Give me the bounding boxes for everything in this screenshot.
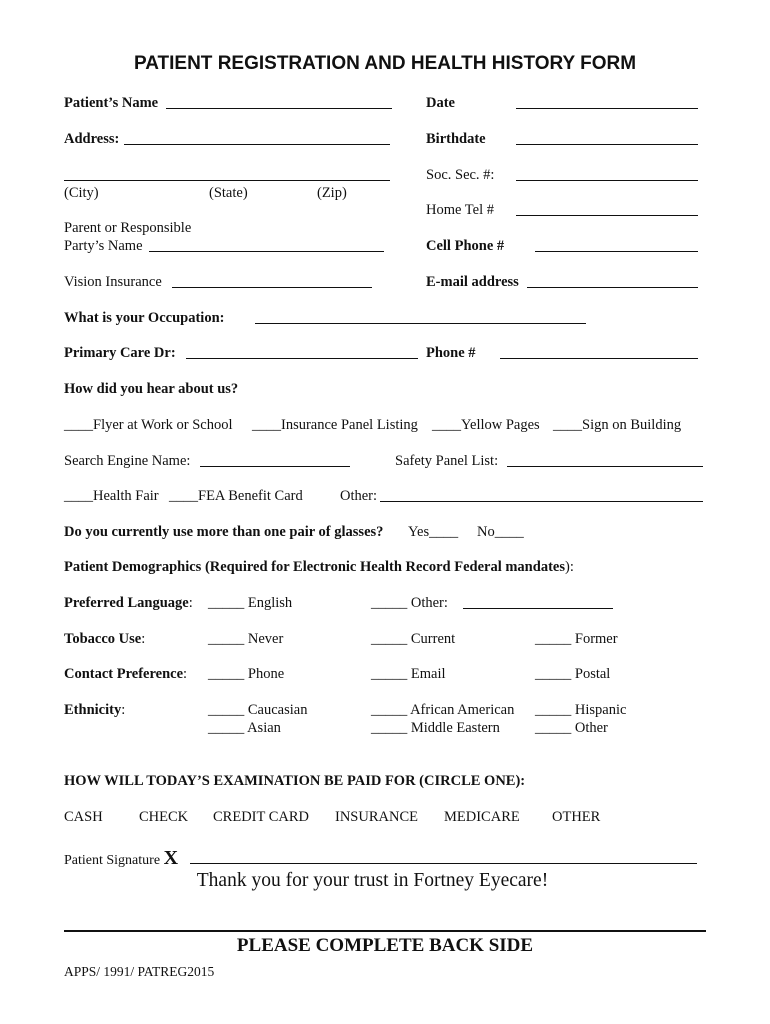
- parent-label-line1: Parent or Responsible: [64, 220, 192, 236]
- soc-sec-field[interactable]: [516, 180, 698, 181]
- search-engine-label: Search Engine Name:: [64, 453, 191, 469]
- asian-option[interactable]: _____ Asian: [208, 720, 281, 736]
- signature-x-mark: X: [163, 847, 179, 869]
- address-field[interactable]: [124, 144, 390, 145]
- date-label: Date: [426, 95, 455, 111]
- other-referral-field[interactable]: [380, 501, 703, 502]
- search-engine-field[interactable]: [200, 466, 350, 467]
- cell-phone-label: Cell Phone #: [426, 238, 505, 254]
- cell-phone-field[interactable]: [535, 251, 698, 252]
- payment-cash[interactable]: CASH: [64, 809, 103, 825]
- signature-label-group: [64, 848, 178, 871]
- state-caption: (State): [209, 185, 248, 201]
- payment-question: HOW WILL TODAY’S EXAMINATION BE PAID FOR (CIRCLE ONE):: [64, 773, 526, 789]
- referral-question: How did you hear about us?: [64, 381, 239, 397]
- primary-care-field[interactable]: [186, 358, 418, 359]
- form-code: APPS/ 1991/ PATREG2015: [64, 964, 215, 979]
- contact-email-option[interactable]: _____ Email: [371, 666, 446, 682]
- ethnicity-label-text: Ethnicity: [64, 702, 122, 718]
- english-option[interactable]: _____ English: [208, 595, 293, 611]
- ethnicity-label-colon: :: [121, 702, 126, 718]
- language-other-field[interactable]: [463, 608, 613, 609]
- safety-panel-label: Safety Panel List:: [395, 453, 499, 469]
- email-field[interactable]: [527, 287, 698, 288]
- contact-phone-option[interactable]: _____ Phone: [208, 666, 285, 682]
- zip-caption: (Zip): [317, 185, 347, 201]
- primary-care-label: Primary Care Dr:: [64, 345, 176, 361]
- tobacco-label-colon: :: [141, 631, 146, 647]
- insurance-panel-option[interactable]: ____Insurance Panel Listing: [252, 417, 418, 433]
- caucasian-option[interactable]: _____ Caucasian: [208, 702, 308, 718]
- payment-check[interactable]: CHECK: [139, 809, 189, 825]
- glasses-question: Do you currently use more than one pair of glasses?: [64, 524, 384, 540]
- health-fair-option[interactable]: ____Health Fair: [64, 488, 159, 504]
- african-american-option[interactable]: _____ African American: [371, 702, 515, 718]
- language-other-option[interactable]: _____ Other:: [371, 595, 448, 611]
- tobacco-label-text: Tobacco Use: [64, 631, 142, 647]
- parent-name-field[interactable]: [149, 251, 384, 252]
- demographics-heading-text: Patient Demographics (Required for Electronic Health Record Federal mandates: [64, 559, 565, 575]
- demographics-heading-end: ):: [564, 559, 574, 575]
- soc-sec-label: Soc. Sec. #:: [426, 167, 495, 183]
- tobacco-current-option[interactable]: _____ Current: [371, 631, 456, 647]
- fea-option[interactable]: ____FEA Benefit Card: [169, 488, 303, 504]
- form-title: PATIENT REGISTRATION AND HEALTH HISTORY FORM: [133, 53, 637, 74]
- parent-label-line2: Party’s Name: [64, 238, 143, 254]
- phone-field[interactable]: [500, 358, 698, 359]
- email-label: E-mail address: [426, 274, 519, 290]
- vision-insurance-label: Vision Insurance: [64, 274, 162, 290]
- contact-label-colon: :: [183, 666, 188, 682]
- yellow-pages-option[interactable]: ____Yellow Pages: [432, 417, 540, 433]
- vision-insurance-field[interactable]: [172, 287, 372, 288]
- address-line-2-field[interactable]: [64, 180, 390, 181]
- patient-name-field[interactable]: [166, 108, 392, 109]
- ethnicity-other-option[interactable]: _____ Other: [535, 720, 608, 736]
- tobacco-former-option[interactable]: _____ Former: [535, 631, 618, 647]
- birthdate-field[interactable]: [516, 144, 698, 145]
- language-label-text: Preferred Language: [64, 595, 189, 611]
- glasses-no-option[interactable]: No____: [477, 524, 524, 540]
- birthdate-label: Birthdate: [426, 131, 486, 147]
- thank-you-message: Thank you for your trust in Fortney Eyecare!: [196, 870, 549, 891]
- back-side-notice: PLEASE COMPLETE BACK SIDE: [236, 935, 534, 956]
- hispanic-option[interactable]: _____ Hispanic: [535, 702, 627, 718]
- glasses-yes-option[interactable]: Yes____: [408, 524, 459, 540]
- payment-insurance[interactable]: INSURANCE: [335, 809, 418, 825]
- flyer-option[interactable]: ____Flyer at Work or School: [64, 417, 233, 433]
- contact-label: [64, 666, 187, 683]
- city-caption: (City): [64, 185, 99, 201]
- sign-option[interactable]: ____Sign on Building: [553, 417, 682, 433]
- tobacco-label: [64, 631, 145, 648]
- other-referral-label: Other:: [340, 488, 378, 504]
- footer-divider: [64, 930, 706, 932]
- date-field[interactable]: [516, 108, 698, 109]
- safety-panel-field[interactable]: [507, 466, 703, 467]
- contact-postal-option[interactable]: _____ Postal: [535, 666, 611, 682]
- home-tel-field[interactable]: [516, 215, 698, 216]
- occupation-label: What is your Occupation:: [64, 310, 225, 326]
- patient-name-label: Patient’s Name: [64, 95, 159, 111]
- phone-label: Phone #: [426, 345, 476, 361]
- payment-other[interactable]: OTHER: [552, 809, 601, 825]
- contact-label-text: Contact Preference: [64, 666, 184, 682]
- payment-credit-card[interactable]: CREDIT CARD: [213, 809, 310, 825]
- signature-field[interactable]: [190, 863, 697, 864]
- middle-eastern-option[interactable]: _____ Middle Eastern: [371, 720, 500, 736]
- address-label: Address:: [64, 131, 120, 147]
- ethnicity-label: [64, 702, 125, 719]
- home-tel-label: Home Tel #: [426, 202, 494, 218]
- signature-label: Patient Signature: [64, 853, 161, 868]
- demographics-heading: [64, 559, 574, 576]
- language-label-colon: :: [188, 595, 193, 611]
- language-label: [64, 595, 193, 612]
- payment-medicare[interactable]: MEDICARE: [444, 809, 520, 825]
- occupation-field[interactable]: [255, 323, 586, 324]
- tobacco-never-option[interactable]: _____ Never: [208, 631, 284, 647]
